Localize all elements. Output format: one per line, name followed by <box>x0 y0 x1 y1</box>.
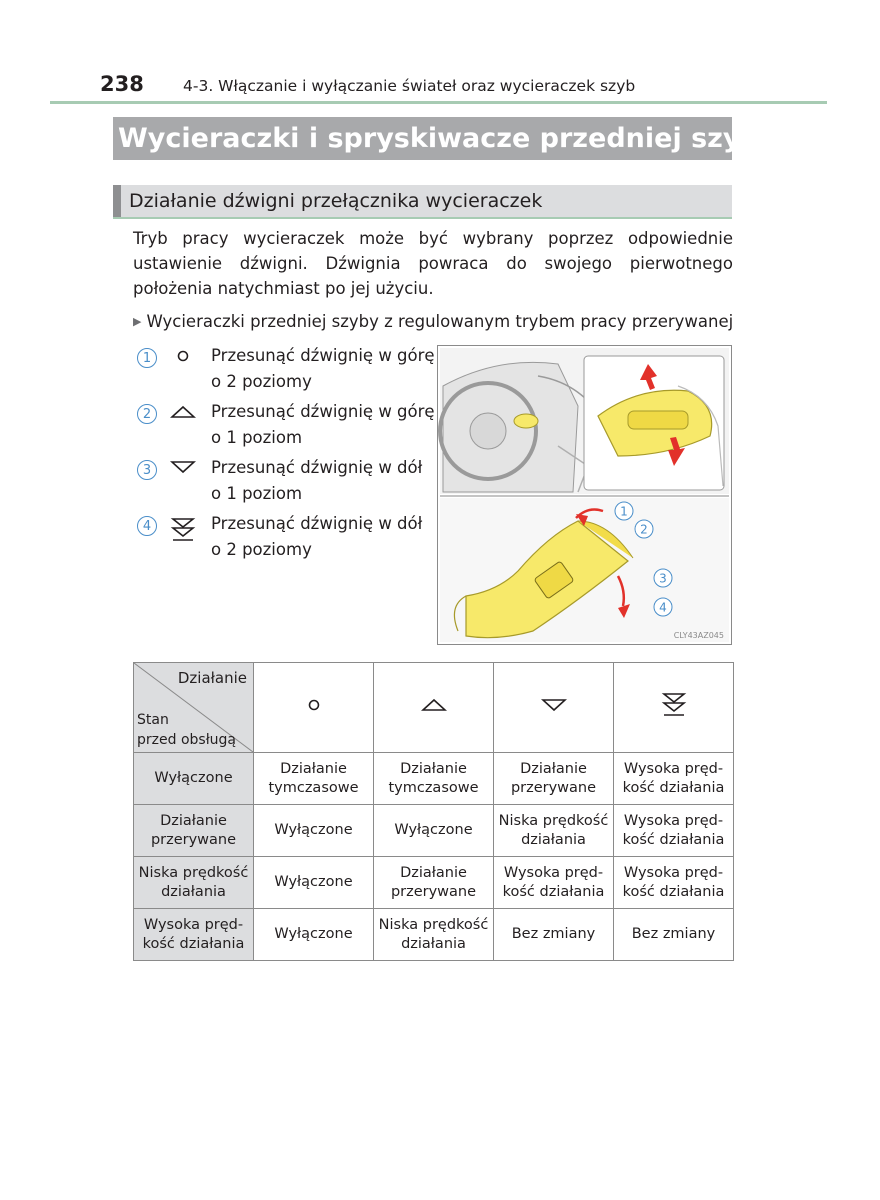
bullet-item <box>133 311 733 333</box>
table-cell: Wyłączone <box>374 805 494 857</box>
row-header-cell: Wysoka pręd- kość działania <box>134 909 254 961</box>
page-title: Wycieraczki i spryskiwacze przedniej szyby <box>113 117 732 160</box>
corner-label-action: Działanie <box>177 669 247 687</box>
step-number: 4 <box>137 516 157 536</box>
wiper-lever-illustration <box>437 345 732 645</box>
figure-code: CLY43AZ045 <box>673 631 724 640</box>
step-item <box>137 347 437 399</box>
table-header-cell <box>614 663 734 753</box>
double-triangle-down-icon <box>661 690 687 720</box>
table-cell: Wysoka pręd- kość działania <box>614 753 734 805</box>
triangle-down-icon <box>170 459 196 483</box>
table-cell: Działanie przerywane <box>494 753 614 805</box>
table-cell: Wysoka pręd- kość działania <box>494 857 614 909</box>
corner-label-state: Stan przed obsługą <box>137 712 237 748</box>
table-row <box>134 909 734 961</box>
running-header: 4-3. Włączanie i wyłączanie świateł oraz wycieraczek szyb <box>183 77 636 95</box>
table-row <box>134 857 734 909</box>
triangle-up-icon <box>421 693 447 717</box>
table-cell: Działanie przerywane <box>374 857 494 909</box>
table-header-cell <box>254 663 374 753</box>
triangle-down-icon <box>541 693 567 717</box>
table-header-cell <box>494 663 614 753</box>
bullet-triangle-icon: ▶ <box>133 315 142 328</box>
double-triangle-down-icon <box>170 515 196 545</box>
header-rule <box>50 101 827 104</box>
step-number: 2 <box>137 404 157 424</box>
bullet-text: Wycieraczki przedniej szyby z regulowanym trybem pracy przerywanej <box>146 312 734 331</box>
svg-text:4: 4 <box>659 600 667 615</box>
callout-3 <box>654 569 672 587</box>
step-number: 3 <box>137 460 157 480</box>
table-cell: Niska prędkość działania <box>374 909 494 961</box>
svg-text:3: 3 <box>659 571 667 586</box>
step-text: Przesunąć dźwignię w dół o 2 poziomy <box>211 514 423 559</box>
table-cell: Wysoka pręd- kość działania <box>614 857 734 909</box>
table-row <box>134 805 734 857</box>
circle-icon <box>170 347 196 371</box>
step-text: Przesunąć dźwignię w górę o 1 poziom <box>211 402 435 447</box>
section-rule <box>113 217 732 219</box>
step-item <box>137 403 437 455</box>
step-item <box>137 515 437 567</box>
callout-1 <box>615 502 633 520</box>
intro-paragraph: Tryb pracy wycieraczek może być wybrany poprzez odpowiednie ustawienie dźwigni. Dźwignia powraca do swojego pierwotnego położenia natychmiast po jej użyciu. <box>133 229 733 298</box>
triangle-up-icon <box>170 403 196 427</box>
table-header-row <box>134 663 734 753</box>
circle-icon <box>301 693 327 717</box>
row-header-cell: Wyłączone <box>134 753 254 805</box>
table-corner-cell <box>134 663 254 753</box>
svg-text:2: 2 <box>640 522 648 537</box>
table-row <box>134 753 734 805</box>
wiper-operation-table <box>133 662 734 961</box>
table-cell: Wyłączone <box>254 805 374 857</box>
table-cell: Działanie tymczasowe <box>374 753 494 805</box>
step-text: Przesunąć dźwignię w dół o 1 poziom <box>211 458 423 503</box>
section-title: Działanie dźwigni przełącznika wycieraczek <box>113 185 732 217</box>
table-cell: Wyłączone <box>254 909 374 961</box>
table-cell: Wyłączone <box>254 857 374 909</box>
row-header-cell: Działanie przerywane <box>134 805 254 857</box>
step-number: 1 <box>137 348 157 368</box>
lever-drawing <box>438 346 731 644</box>
svg-text:1: 1 <box>620 504 628 519</box>
step-item <box>137 459 437 511</box>
callout-4 <box>654 598 672 616</box>
table-cell: Działanie tymczasowe <box>254 753 374 805</box>
page-number: 238 <box>100 72 144 96</box>
callout-2 <box>635 520 653 538</box>
step-text: Przesunąć dźwignię w górę o 2 poziomy <box>211 346 435 391</box>
table-header-cell <box>374 663 494 753</box>
row-header-cell: Niska prędkość działania <box>134 857 254 909</box>
table-cell: Wysoka pręd- kość działania <box>614 805 734 857</box>
table-cell: Bez zmiany <box>494 909 614 961</box>
table-cell: Bez zmiany <box>614 909 734 961</box>
table-cell: Niska prędkość działania <box>494 805 614 857</box>
